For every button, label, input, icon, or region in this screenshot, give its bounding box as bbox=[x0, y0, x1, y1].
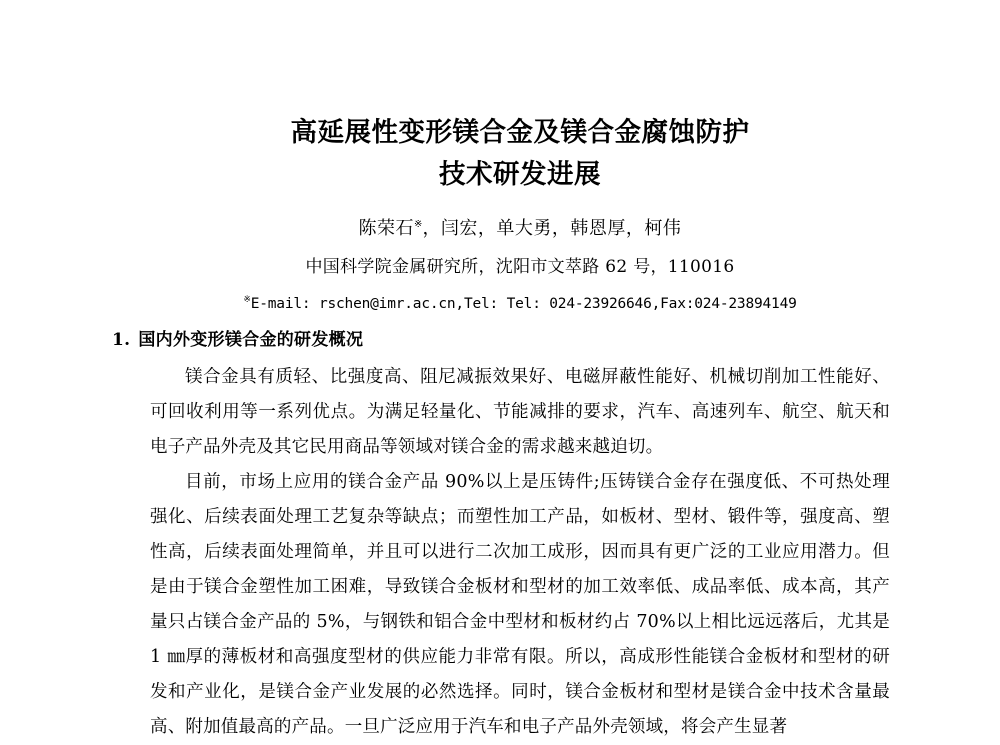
section-number: 1. bbox=[112, 329, 131, 350]
page-title-line-1: 高延展性变形镁合金及镁合金腐蚀防护 bbox=[290, 117, 750, 148]
affiliation: 中国科学院金属研究所，沈阳市文萃路 62 号，110016 bbox=[305, 257, 735, 277]
paragraph-2: 目前，市场上应用的镁合金产品 90%以上是压铸件;压铸镁合金存在强度低、不可热处理强化、后续表面处理工艺复杂等缺点；而塑性加工产品，如板材、型材、锻件等，强度高、塑性高，后续表面处理简单，并且可以进行二次加工成形，因而具有更广泛的工业应用潜力。但是由于镁合金塑性加工困难，导致镁合金板材和型材的加工效率低、成品率低、成本高，其产量只占镁合金产品的 5%，与钢铁和铝合金中型材和板材约占 70%以上相比远远落后，尤其是 1 ㎜厚的薄板材和高强度型材的供应能力非常有限。所以，高成形性能镁合金板材和型材的研发和产业化，是镁合金产业发展的必然选择。同时，镁合金板材和型材是镁合金中技术含量最高、附加值最高的产品。一旦广泛应用于汽车和电子产品外壳领域，将会产生显著 bbox=[150, 471, 890, 737]
title-block bbox=[150, 0, 890, 196]
author-list bbox=[150, 210, 890, 244]
page-content bbox=[112, 0, 890, 745]
page-title-line-2: 技术研发进展 bbox=[439, 159, 601, 190]
paragraph-1: 镁合金具有质轻、比强度高、阻尼减振效果好、电磁屏蔽性能好、机械切削加工性能好、可回收利用等一系列优点。为满足轻量化、节能减排的要求，汽车、高速列车、航空、航天和电子产品外壳及其它民用商品等领域对镁合金的需求越来越迫切。 bbox=[150, 366, 890, 457]
section-title: 国内外变形镁合金的研发概况 bbox=[138, 329, 364, 350]
contact-mark: ※ bbox=[243, 295, 251, 305]
author-primary: 陈荣石 bbox=[358, 218, 415, 239]
author-others: ，闫宏，单大勇，韩恩厚，柯伟 bbox=[422, 218, 682, 239]
contact-line bbox=[150, 288, 890, 316]
contact-text: E-mail: rschen@imr.ac.cn,Tel: Tel: 024-23926646,Fax:024-23894149 bbox=[250, 295, 797, 312]
section-heading-1 bbox=[112, 326, 890, 354]
corresponding-author-mark: ※ bbox=[414, 219, 423, 230]
